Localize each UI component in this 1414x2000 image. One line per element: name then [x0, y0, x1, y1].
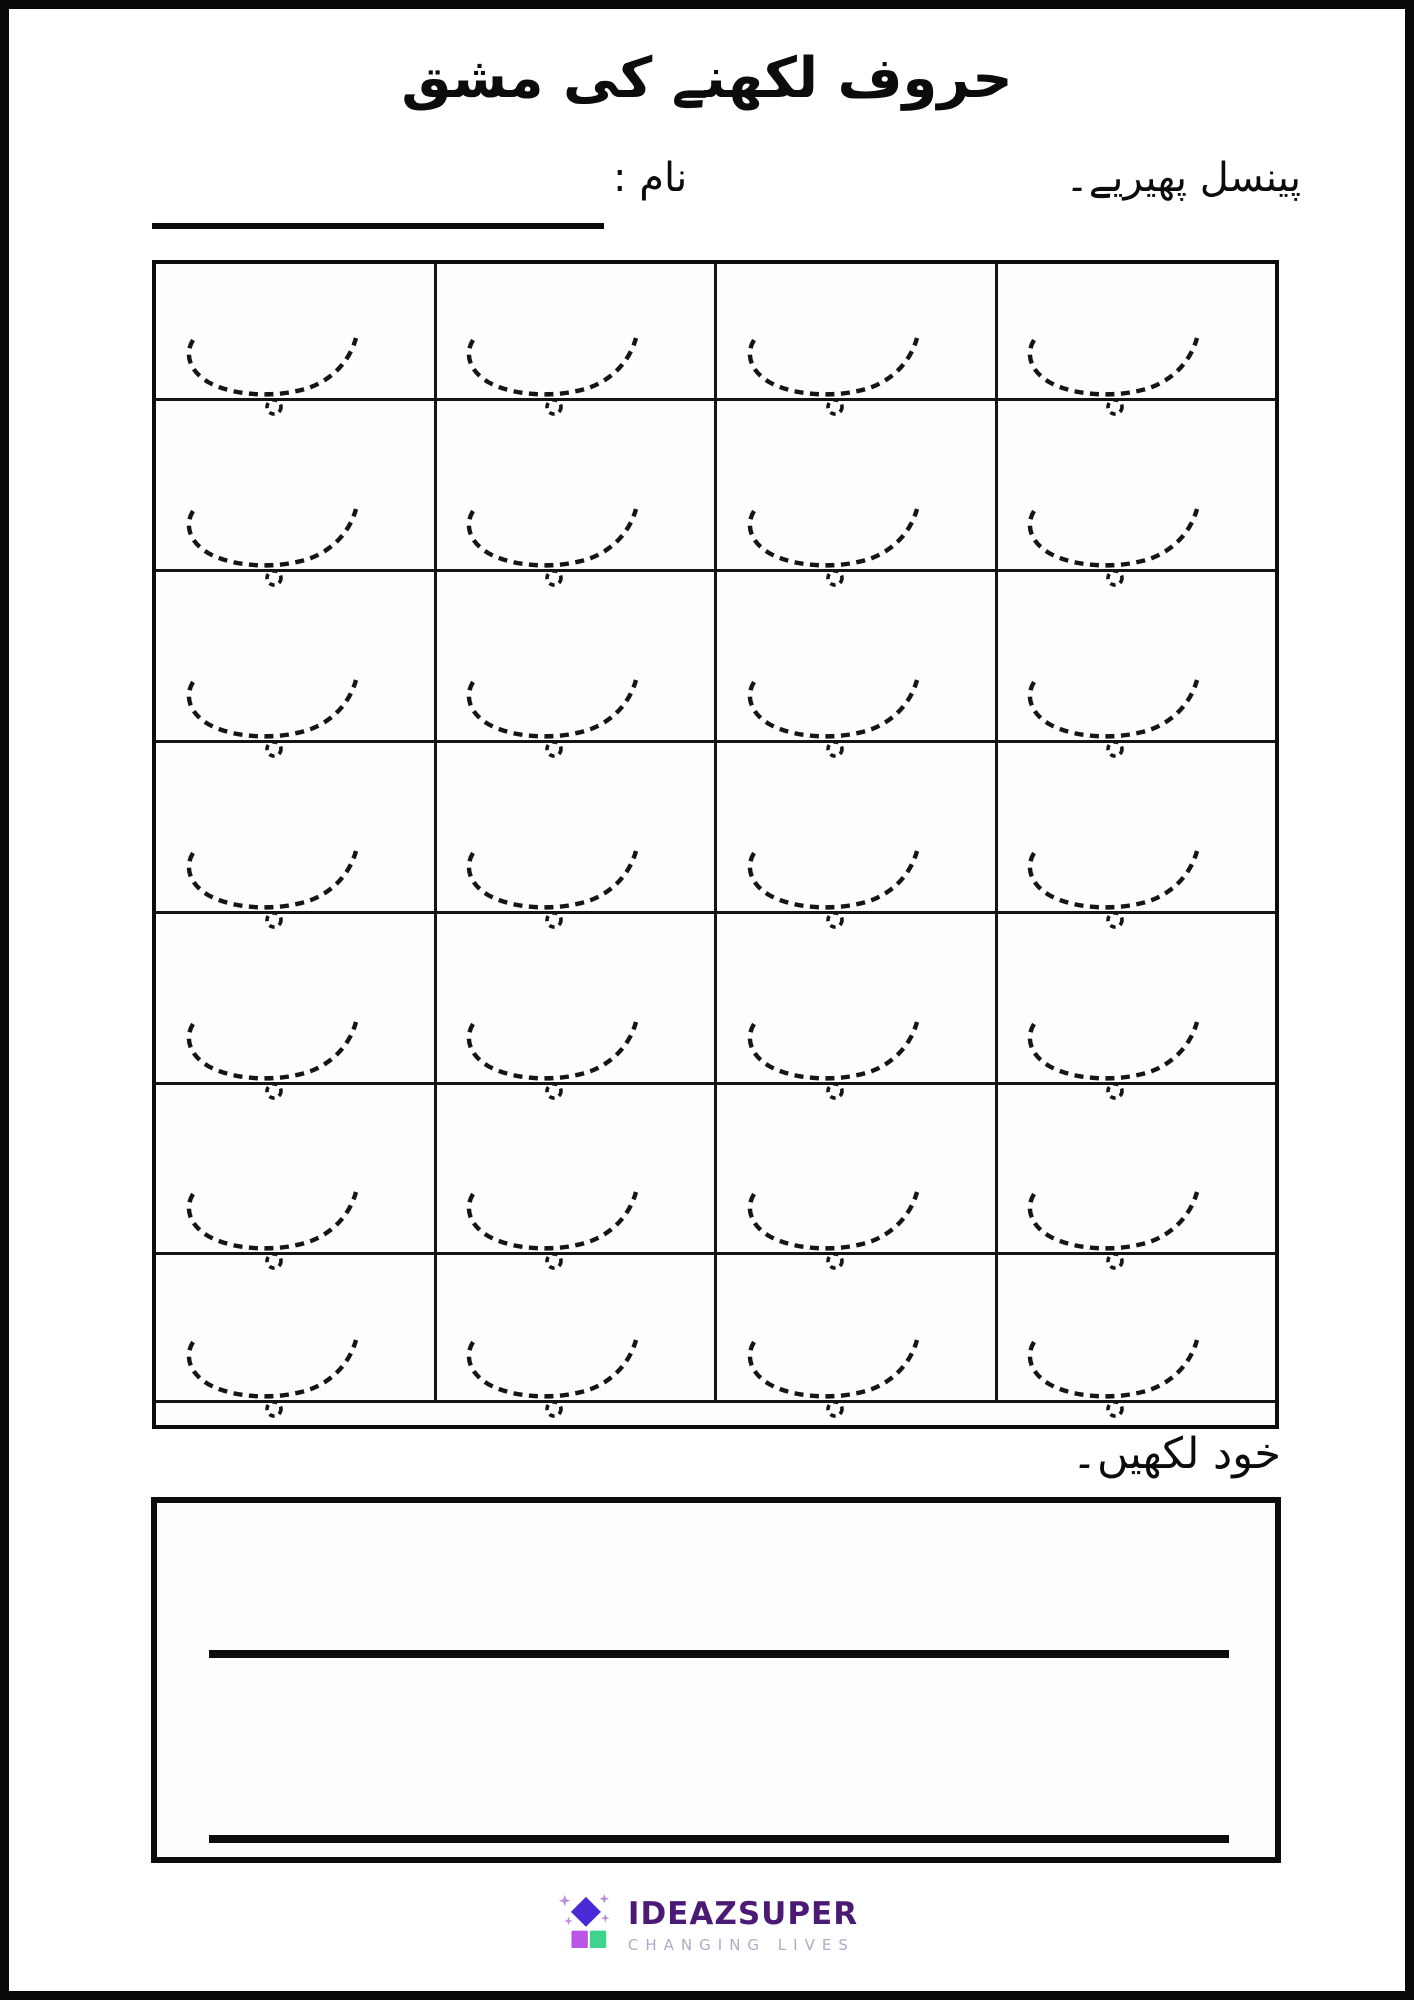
trace-cell — [717, 1255, 998, 1400]
trace-cell — [437, 264, 718, 398]
letter-beh-trace-outline — [455, 662, 655, 758]
beh-bowl-stroke — [750, 509, 917, 565]
letter-beh-trace-outline — [455, 833, 655, 929]
beh-dot — [1108, 1084, 1122, 1098]
letter-beh-trace-outline — [1016, 662, 1216, 758]
beh-dot — [267, 1084, 281, 1098]
beh-bowl-stroke — [469, 680, 636, 736]
beh-bowl-stroke — [189, 338, 356, 394]
beh-dot — [1108, 1254, 1122, 1268]
beh-dot — [547, 742, 561, 756]
trace-cell — [437, 401, 718, 569]
trace-cell — [156, 401, 437, 569]
beh-bowl-stroke — [189, 509, 356, 565]
star-icon — [564, 1917, 573, 1926]
trace-cell — [156, 572, 437, 740]
beh-bowl-stroke — [189, 1340, 356, 1396]
trace-row — [156, 264, 1275, 401]
trace-cell — [156, 1255, 437, 1400]
trace-cell — [998, 1255, 1276, 1400]
beh-dot — [1108, 742, 1122, 756]
trace-cell — [156, 914, 437, 1082]
letter-beh-trace-outline — [175, 833, 375, 929]
name-blank-line — [152, 223, 604, 229]
trace-instruction: پینسل پھیریے۔ — [1065, 155, 1301, 201]
footer-logo — [9, 1891, 1405, 1954]
beh-dot — [828, 571, 842, 585]
letter-beh-trace-outline — [736, 1174, 936, 1270]
beh-dot — [828, 1084, 842, 1098]
trace-row — [156, 572, 1275, 743]
beh-bowl-stroke — [189, 1192, 356, 1248]
beh-bowl-stroke — [1030, 509, 1197, 565]
beh-dot — [547, 571, 561, 585]
name-label: نام : — [613, 155, 688, 201]
beh-dot — [828, 1254, 842, 1268]
beh-bowl-stroke — [469, 1340, 636, 1396]
star-icon — [599, 1894, 609, 1904]
beh-bowl-stroke — [1030, 338, 1197, 394]
trace-cell — [717, 914, 998, 1082]
letter-beh-trace-outline — [736, 491, 936, 587]
trace-cell — [437, 914, 718, 1082]
letter-beh-trace-outline — [455, 320, 655, 416]
page-title: حروف لکھنے کی مشق — [401, 46, 1013, 111]
trace-cell — [998, 1085, 1276, 1252]
trace-cell — [717, 743, 998, 911]
letter-beh-trace-outline — [1016, 1322, 1216, 1418]
beh-dot — [267, 1254, 281, 1268]
beh-dot — [267, 913, 281, 927]
beh-dot — [828, 742, 842, 756]
beh-bowl-stroke — [750, 338, 917, 394]
beh-dot — [1108, 1402, 1122, 1416]
trace-cell — [717, 264, 998, 398]
beh-dot — [547, 1084, 561, 1098]
letter-beh-trace-outline — [175, 1174, 375, 1270]
beh-bowl-stroke — [189, 851, 356, 907]
beh-bowl-stroke — [750, 680, 917, 736]
beh-dot — [1108, 571, 1122, 585]
letter-beh-trace-outline — [455, 1174, 655, 1270]
letter-beh-trace-outline — [736, 1322, 936, 1418]
letter-beh-trace-outline — [455, 491, 655, 587]
self-write-instruction: خود لکھیں۔ — [1071, 1429, 1281, 1479]
trace-cell — [156, 264, 437, 398]
trace-cell — [156, 1085, 437, 1252]
letter-beh-trace-outline — [736, 1004, 936, 1100]
beh-dot — [828, 913, 842, 927]
beh-dot — [267, 571, 281, 585]
beh-bowl-stroke — [750, 1340, 917, 1396]
letter-beh-trace-outline — [455, 1004, 655, 1100]
beh-bowl-stroke — [1030, 1192, 1197, 1248]
beh-dot — [547, 400, 561, 414]
beh-bowl-stroke — [469, 338, 636, 394]
trace-row — [156, 914, 1275, 1085]
beh-bowl-stroke — [189, 1022, 356, 1078]
letter-beh-trace-outline — [175, 1004, 375, 1100]
letter-beh-trace-outline — [736, 833, 936, 929]
star-icon — [601, 1914, 610, 1923]
letter-beh-trace-outline — [175, 1322, 375, 1418]
beh-bowl-stroke — [1030, 1340, 1197, 1396]
diamond-icon — [571, 1897, 601, 1927]
trace-cell — [437, 1085, 718, 1252]
trace-cell — [717, 401, 998, 569]
letter-beh-trace-outline — [1016, 491, 1216, 587]
brand-text-block — [628, 1891, 858, 1954]
letter-beh-trace-outline — [175, 320, 375, 416]
trace-cell — [998, 743, 1276, 911]
beh-bowl-stroke — [750, 1192, 917, 1248]
letter-beh-trace-outline — [455, 1322, 655, 1418]
trace-row — [156, 401, 1275, 572]
brand-logo-icon — [556, 1891, 612, 1951]
letter-beh-trace-outline — [1016, 320, 1216, 416]
beh-dot — [267, 742, 281, 756]
beh-dot — [547, 913, 561, 927]
beh-bowl-stroke — [469, 1192, 636, 1248]
beh-dot — [267, 1402, 281, 1416]
practice-writing-line — [209, 1650, 1229, 1658]
beh-bowl-stroke — [189, 680, 356, 736]
beh-bowl-stroke — [469, 851, 636, 907]
trace-grid — [152, 260, 1279, 1429]
beh-dot — [828, 400, 842, 414]
beh-bowl-stroke — [1030, 1022, 1197, 1078]
beh-dot — [267, 400, 281, 414]
letter-beh-trace-outline — [175, 662, 375, 758]
practice-box — [151, 1497, 1281, 1863]
letter-beh-trace-outline — [736, 320, 936, 416]
beh-bowl-stroke — [750, 1022, 917, 1078]
beh-dot — [547, 1254, 561, 1268]
star-icon — [559, 1895, 571, 1907]
trace-cell — [156, 743, 437, 911]
beh-bowl-stroke — [1030, 851, 1197, 907]
beh-dot — [828, 1402, 842, 1416]
letter-beh-trace-outline — [1016, 833, 1216, 929]
trace-cell — [717, 572, 998, 740]
logo-square-left — [571, 1931, 587, 1948]
trace-cell — [437, 1255, 718, 1400]
beh-bowl-stroke — [469, 1022, 636, 1078]
trace-row — [156, 743, 1275, 914]
letter-beh-trace-outline — [1016, 1174, 1216, 1270]
beh-dot — [547, 1402, 561, 1416]
beh-dot — [1108, 913, 1122, 927]
trace-cell — [998, 264, 1276, 398]
logo-square-right — [590, 1931, 606, 1948]
letter-beh-trace-outline — [736, 662, 936, 758]
trace-cell — [998, 572, 1276, 740]
trace-cell — [998, 914, 1276, 1082]
brand-tagline: CHANGING LIVES — [627, 1936, 855, 1955]
trace-cell — [437, 743, 718, 911]
beh-bowl-stroke — [1030, 680, 1197, 736]
practice-writing-line — [209, 1835, 1229, 1843]
beh-bowl-stroke — [750, 851, 917, 907]
trace-row — [156, 1255, 1275, 1403]
trace-row — [156, 1085, 1275, 1255]
beh-dot — [1108, 400, 1122, 414]
beh-bowl-stroke — [469, 509, 636, 565]
trace-cell — [717, 1085, 998, 1252]
trace-cell — [998, 401, 1276, 569]
brand-name: IDEAZSUPER — [627, 1896, 859, 1932]
letter-beh-trace-outline — [175, 491, 375, 587]
letter-beh-trace-outline — [1016, 1004, 1216, 1100]
trace-cell — [437, 572, 718, 740]
